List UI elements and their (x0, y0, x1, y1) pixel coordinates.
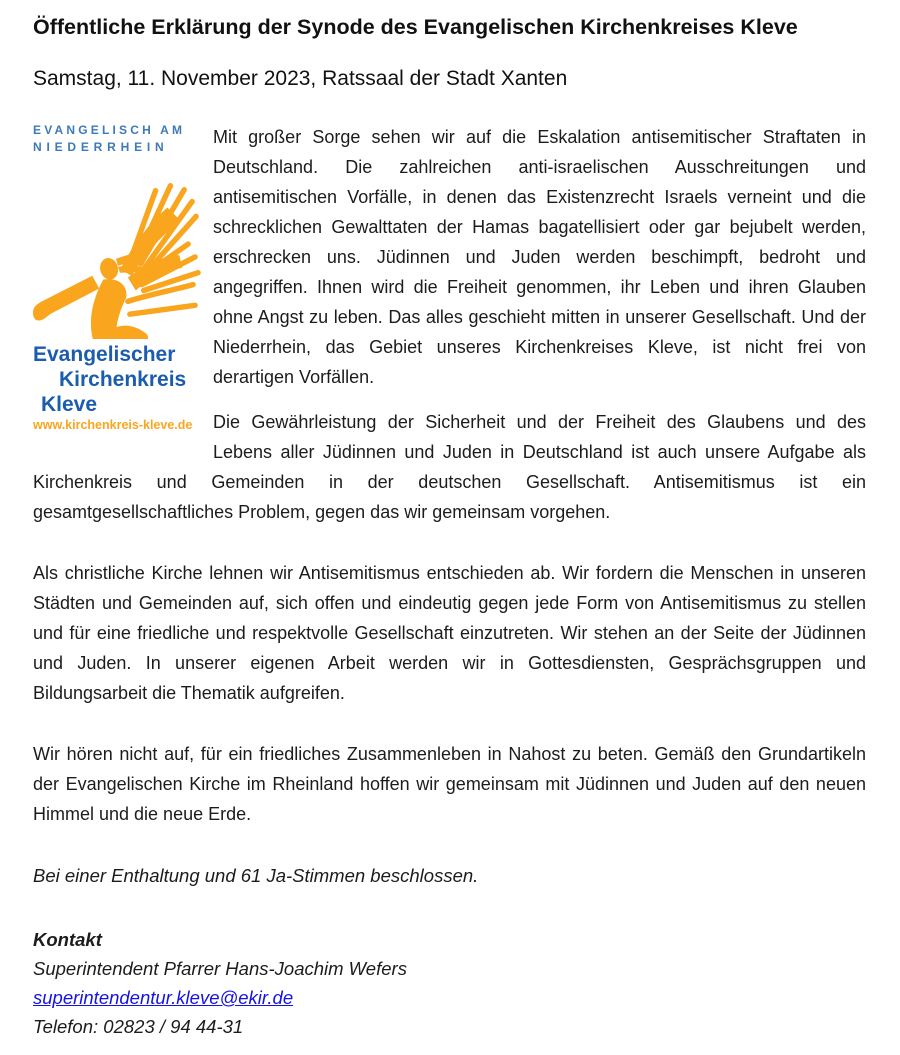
logo-org-line3: Kleve (41, 393, 98, 416)
logo-tagline-line2: NIEDERRHEIN (33, 140, 169, 154)
angel-with-trumpet-icon (33, 161, 201, 339)
document-body (33, 122, 866, 1041)
contact-name: Superintendent Pfarrer Hans-Joachim Wefers (33, 958, 407, 979)
contact-heading: Kontakt (33, 929, 102, 950)
body-paragraph-3: Als christliche Kirche lehnen wir Antisemitismus entschieden ab. Wir fordern die Menschen in unseren Städten und Gemeinden auf, sich offen und eindeutig gegen jede Form von Antisemitismus zu stellen und für eine friedliche und respektvolle Gesellschaft einzutreten. Wir stehen an der Seite der Jüdinnen und Juden. In unserer eigenen Arbeit werden wir in Gottesdiensten, Gesprächsgruppen und Bildungsarbeit die Thematik aufgreifen. (33, 563, 866, 703)
logo-tagline-line1: EVANGELISCH AM (33, 123, 186, 137)
logo-tagline (33, 122, 201, 156)
date-location-line: Samstag, 11. November 2023, Ratssaal der Stadt Xanten (33, 67, 568, 90)
contact-phone: Telefon: 02823 / 94 44-31 (33, 1016, 244, 1037)
body-paragraph-1: Mit großer Sorge sehen wir auf die Eskalation antisemitischer Straftaten in Deutschland. Die zahlreichen anti-israelischen Ausschreitungen und antisemitischen Vorfälle, in denen das Existenzrecht Israels verneint und die schrecklichen Gewalttaten der Hamas bagatellisiert oder gar bejubelt werden, erschrecken uns. Jüdinnen und Juden werden beschimpft, bedroht und angegriffen. Ihnen wird die Freiheit genommen, ihr Leben und ihren Glauben ohne Angst zu leben. Das alles geschieht mitten in unserer Gesellschaft. Und der Niederrhein, das Gebiet unseres Kirchenkreises Kleve, ist nicht frei von derartigen Vorfällen. (213, 127, 866, 387)
contact-email-link[interactable]: superintendentur.kleve@ekir.de (33, 987, 294, 1008)
church-logo (33, 122, 201, 454)
body-paragraph-4: Wir hören nicht auf, für ein friedliches Zusammenleben in Nahost zu beten. Gemäß den Grundartikeln der Evangelischen Kirche im Rheinland hoffen wir gemeinsam mit Jüdinnen und Juden auf den neuen Himmel und die neue Erde. (33, 744, 866, 824)
logo-org-line2: Kirchenkreis (59, 368, 187, 391)
body-paragraph-2: Die Gewährleistung der Sicherheit und der Freiheit des Glaubens und des Lebens aller Jüdinnen und Juden in Deutschland ist auch unsere Aufgabe als Kirchenkreis und Gemeinden in der deutschen Gesellschaft. Antisemitismus ist ein gesamtgesellschaftliches Problem, gegen das wir gemeinsam vorgehen. (33, 412, 866, 522)
logo-website-text: www.kirchenkreis-kleve.de (33, 418, 193, 432)
resolution-note: Bei einer Enthaltung und 61 Ja-Stimmen beschlossen. (33, 865, 479, 886)
logo-org-line1: Evangelischer (33, 343, 176, 366)
logo-org-name (33, 342, 201, 417)
page-title: Öffentliche Erklärung der Synode des Evangelischen Kirchenkreises Kleve (33, 15, 798, 39)
contact-block (33, 925, 866, 1041)
